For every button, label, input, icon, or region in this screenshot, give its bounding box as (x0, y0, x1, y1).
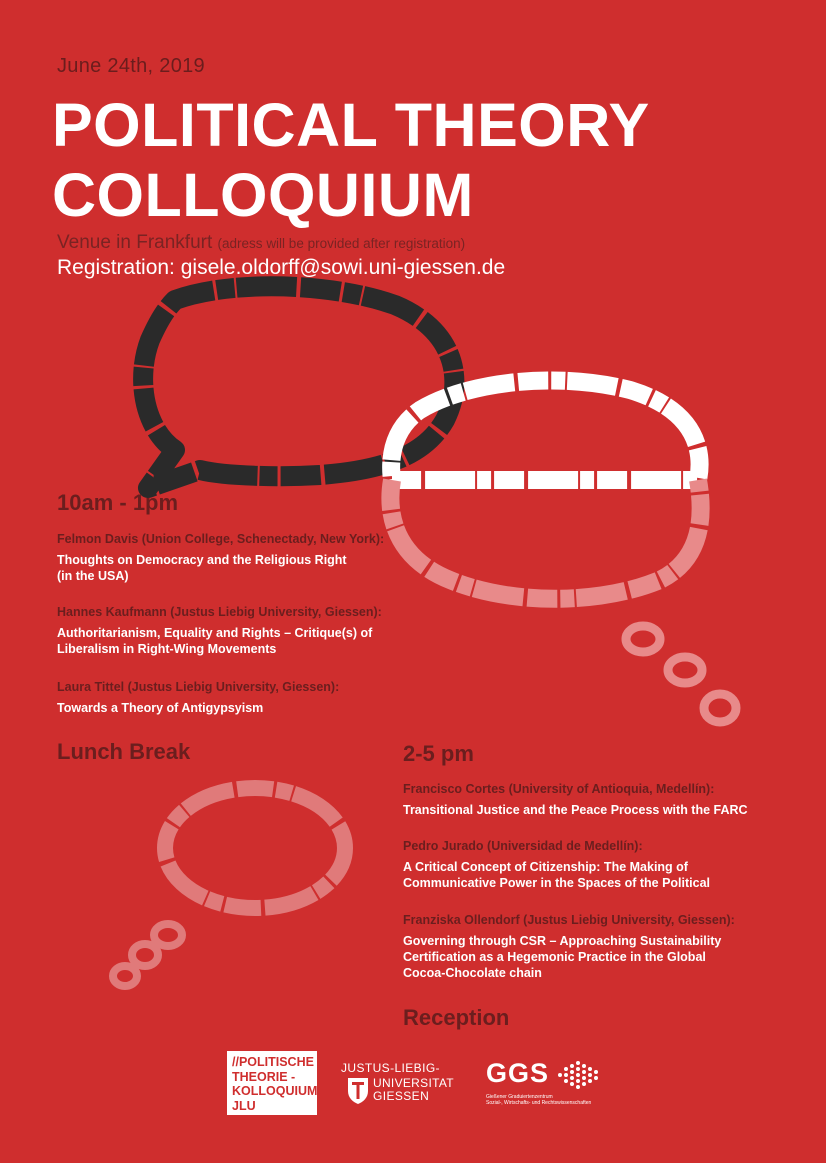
talk-title-line: Cocoa-Chocolate chain (403, 966, 542, 980)
talk-title-line: Communicative Power in the Spaces of the Political (403, 876, 711, 890)
talk-title-line: Thoughts on Democracy and the Religious Right (57, 553, 347, 567)
venue-line (57, 232, 465, 254)
pale-thought-bubble-icon (165, 788, 345, 908)
ggs-logo-subtitle (486, 1094, 626, 1106)
kolloquium-logo (227, 1051, 317, 1115)
logo-text-line: THEORIE - (232, 1069, 296, 1084)
thought-dots-left-icon (113, 924, 182, 986)
talk-title-line: Liberalism in Right-Wing Movements (57, 642, 277, 656)
lunch-heading: Lunch Break (57, 739, 191, 764)
talk-item (57, 531, 417, 584)
talk-item (403, 781, 783, 818)
morning-heading: 10am - 1pm (57, 490, 179, 515)
talk-title (57, 552, 417, 584)
talk-title-line: A Critical Concept of Citizenship: The Making of (403, 860, 688, 874)
talk-item (403, 838, 783, 891)
talk-speaker: Franziska Ollendorf (Justus Liebig University, Giessen): (403, 913, 735, 927)
talk-title (403, 859, 783, 891)
event-title (52, 90, 772, 230)
logo-text-line: //POLITISCHE (232, 1055, 314, 1069)
white-speech-bubble-icon (390, 380, 700, 598)
talk-speaker: Pedro Jurado (Universidad de Medellín): (403, 839, 643, 853)
title-line-1: POLITICAL THEORY (52, 91, 650, 159)
event-date: June 24th, 2019 (57, 55, 205, 77)
registration-email-link[interactable]: Registration: gisele.oldorff@sowi.uni-giessen.de (57, 256, 506, 279)
ggs-subtitle-line: Sozial-, Wirtschafts- und Rechtswissenschaften (486, 1100, 592, 1106)
talk-title-line: (in the USA) (57, 569, 129, 583)
talk-item (403, 912, 783, 981)
talk-title (403, 802, 783, 818)
reception-heading: Reception (403, 1005, 510, 1030)
jlu-logo (341, 1061, 466, 1111)
jlu-logo-line-2: UNIVERSITAT (373, 1076, 454, 1090)
talk-title (57, 700, 417, 716)
talk-speaker: Felmon Davis (Union College, Schenectady, New York): (57, 532, 385, 546)
afternoon-heading: 2-5 pm (403, 741, 474, 766)
talk-item (57, 604, 417, 657)
jlu-logo-line-1: JUSTUS-LIEBIG- (341, 1061, 440, 1075)
logo-text-line: KOLLOQUIUM (232, 1084, 318, 1098)
jlu-logo-line-3: GIESSEN (373, 1089, 430, 1103)
talk-title (57, 625, 417, 657)
thought-dots-right-icon (626, 626, 736, 722)
talk-title (403, 933, 783, 981)
talk-title-line: Certification as a Hegemonic Practice in the Global (403, 950, 706, 964)
ggs-logo-name: GGS (486, 1058, 550, 1088)
talk-title-line: Towards a Theory of Antigypsyism (57, 701, 264, 715)
title-line-2: COLLOQUIUM (52, 161, 474, 229)
ggs-logo (486, 1058, 626, 1108)
dark-speech-bubble-icon (143, 286, 454, 488)
talk-item (57, 679, 417, 716)
ggs-subtitle-line: Gießener Graduiertenzentrum (486, 1094, 553, 1100)
ggs-dot-grid-icon (556, 1060, 602, 1090)
talk-title-line: Transitional Justice and the Peace Process with the FARC (403, 803, 748, 817)
venue-text: Venue in Frankfurt (57, 232, 213, 253)
venue-note: (adress will be provided after registration) (217, 236, 466, 251)
jlu-shield-icon (347, 1077, 369, 1105)
talk-speaker: Francisco Cortes (University of Antioquia, Medellín): (403, 782, 715, 796)
talk-title-line: Authoritarianism, Equality and Rights – Critique(s) of (57, 626, 373, 640)
talk-speaker: Hannes Kaufmann (Justus Liebig University, Giessen): (57, 605, 382, 619)
talk-title-line: Governing through CSR – Approaching Sustainability (403, 934, 722, 948)
logo-text-line: JLU (232, 1098, 256, 1113)
talk-speaker: Laura Tittel (Justus Liebig University, Giessen): (57, 680, 340, 694)
